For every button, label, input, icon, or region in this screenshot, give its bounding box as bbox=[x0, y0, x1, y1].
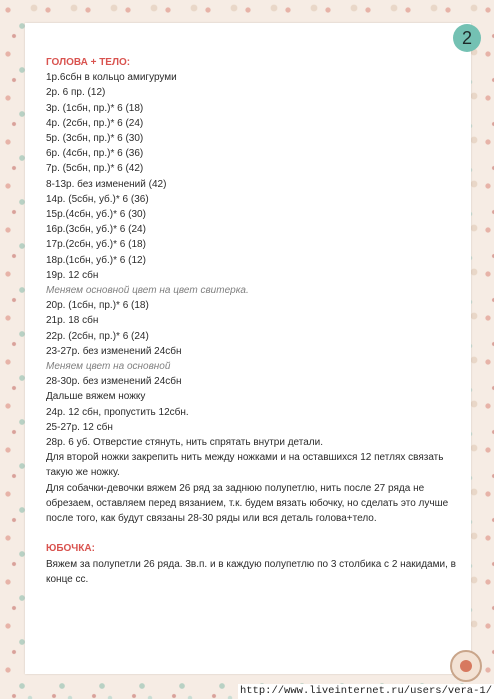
section-spacer bbox=[46, 526, 466, 541]
pattern-row: 4р. (2сбн, пр.)* 6 (24) bbox=[46, 117, 144, 129]
pattern-row: 2р. 6 пр. (12) bbox=[46, 87, 106, 99]
pattern-row: 20р. (1сбн, пр.)* 6 (18) bbox=[46, 300, 149, 312]
pattern-row: 15р.(4сбн, уб.)* 6 (30) bbox=[46, 209, 146, 221]
pattern-row: 19р. 12 сбн bbox=[46, 269, 99, 281]
paragraph-second-leg: Для второй ножки закрепить нить между ножками и на оставшихся 12 петлях связать такую же ножку. bbox=[46, 452, 444, 479]
paragraph-girl-variant: Для собачки-девочки вяжем 26 ряд за заднюю полупетлю, нить после 27 ряда не обрезаем, оставляем перед вязанием, т.к. будем вязать юбочку, но сделать это лучше после того, как будут связаны 28-30 ряды или вся деталь голова+тело. bbox=[46, 482, 449, 525]
pattern-row: 7р. (5сбн, пр.)* 6 (42) bbox=[46, 163, 144, 175]
source-url-watermark: http://www.liveinternet.ru/users/vera-1/ bbox=[239, 685, 492, 697]
page-number-badge: 2 bbox=[453, 24, 481, 52]
pattern-row: 5р. (3сбн, пр.)* 6 (30) bbox=[46, 133, 144, 145]
pattern-row: 22р. (2сбн, пр.)* 6 (24) bbox=[46, 330, 149, 342]
note-color-change-2: Меняем цвет на основной bbox=[46, 361, 171, 373]
pattern-row: 28р. 6 уб. Отверстие стянуть, нить спрятать внутри детали. bbox=[46, 437, 323, 449]
row-list-3 bbox=[46, 374, 466, 450]
paragraph-skirt: Вяжем за полупетли 26 ряда. 3в.п. и в каждую полупетлю по 3 столбика с 2 накидами, в конце сс. bbox=[46, 558, 456, 585]
pattern-row: 25-27р. 12 сбн bbox=[46, 421, 113, 433]
pattern-row: Дальше вяжем ножку bbox=[46, 391, 146, 403]
row-list-2 bbox=[46, 298, 466, 359]
pattern-row: 24р. 12 сбн, пропустить 12сбн. bbox=[46, 406, 189, 418]
pattern-row: 14р. (5сбн, уб.)* 6 (36) bbox=[46, 193, 149, 205]
pattern-row: 16р.(3сбн, уб.)* 6 (24) bbox=[46, 224, 146, 236]
pattern-content bbox=[46, 55, 466, 587]
brand-logo-icon bbox=[450, 650, 482, 682]
pattern-row: 17р.(2сбн, уб.)* 6 (18) bbox=[46, 239, 146, 251]
row-list-1 bbox=[46, 70, 466, 283]
pattern-row: 8-13р. без изменений (42) bbox=[46, 178, 167, 190]
pattern-row: 23-27р. без изменений 24сбн bbox=[46, 345, 182, 357]
pattern-row: 28-30р. без изменений 24сбн bbox=[46, 376, 182, 388]
section-heading-skirt: ЮБОЧКА: bbox=[46, 543, 95, 555]
section-heading-head-body: ГОЛОВА + ТЕЛО: bbox=[46, 57, 131, 68]
pattern-row: 3р. (1сбн, пр.)* 6 (18) bbox=[46, 102, 144, 114]
pattern-row: 6р. (4сбн, пр.)* 6 (36) bbox=[46, 148, 144, 160]
note-color-change-1: Меняем основной цвет на цвет свитерка. bbox=[46, 285, 249, 297]
pattern-row: 1р.6сбн в кольцо амигуруми bbox=[46, 72, 177, 84]
pattern-row: 18р.(1сбн, уб.)* 6 (12) bbox=[46, 254, 146, 266]
pattern-row: 21р. 18 сбн bbox=[46, 315, 99, 327]
